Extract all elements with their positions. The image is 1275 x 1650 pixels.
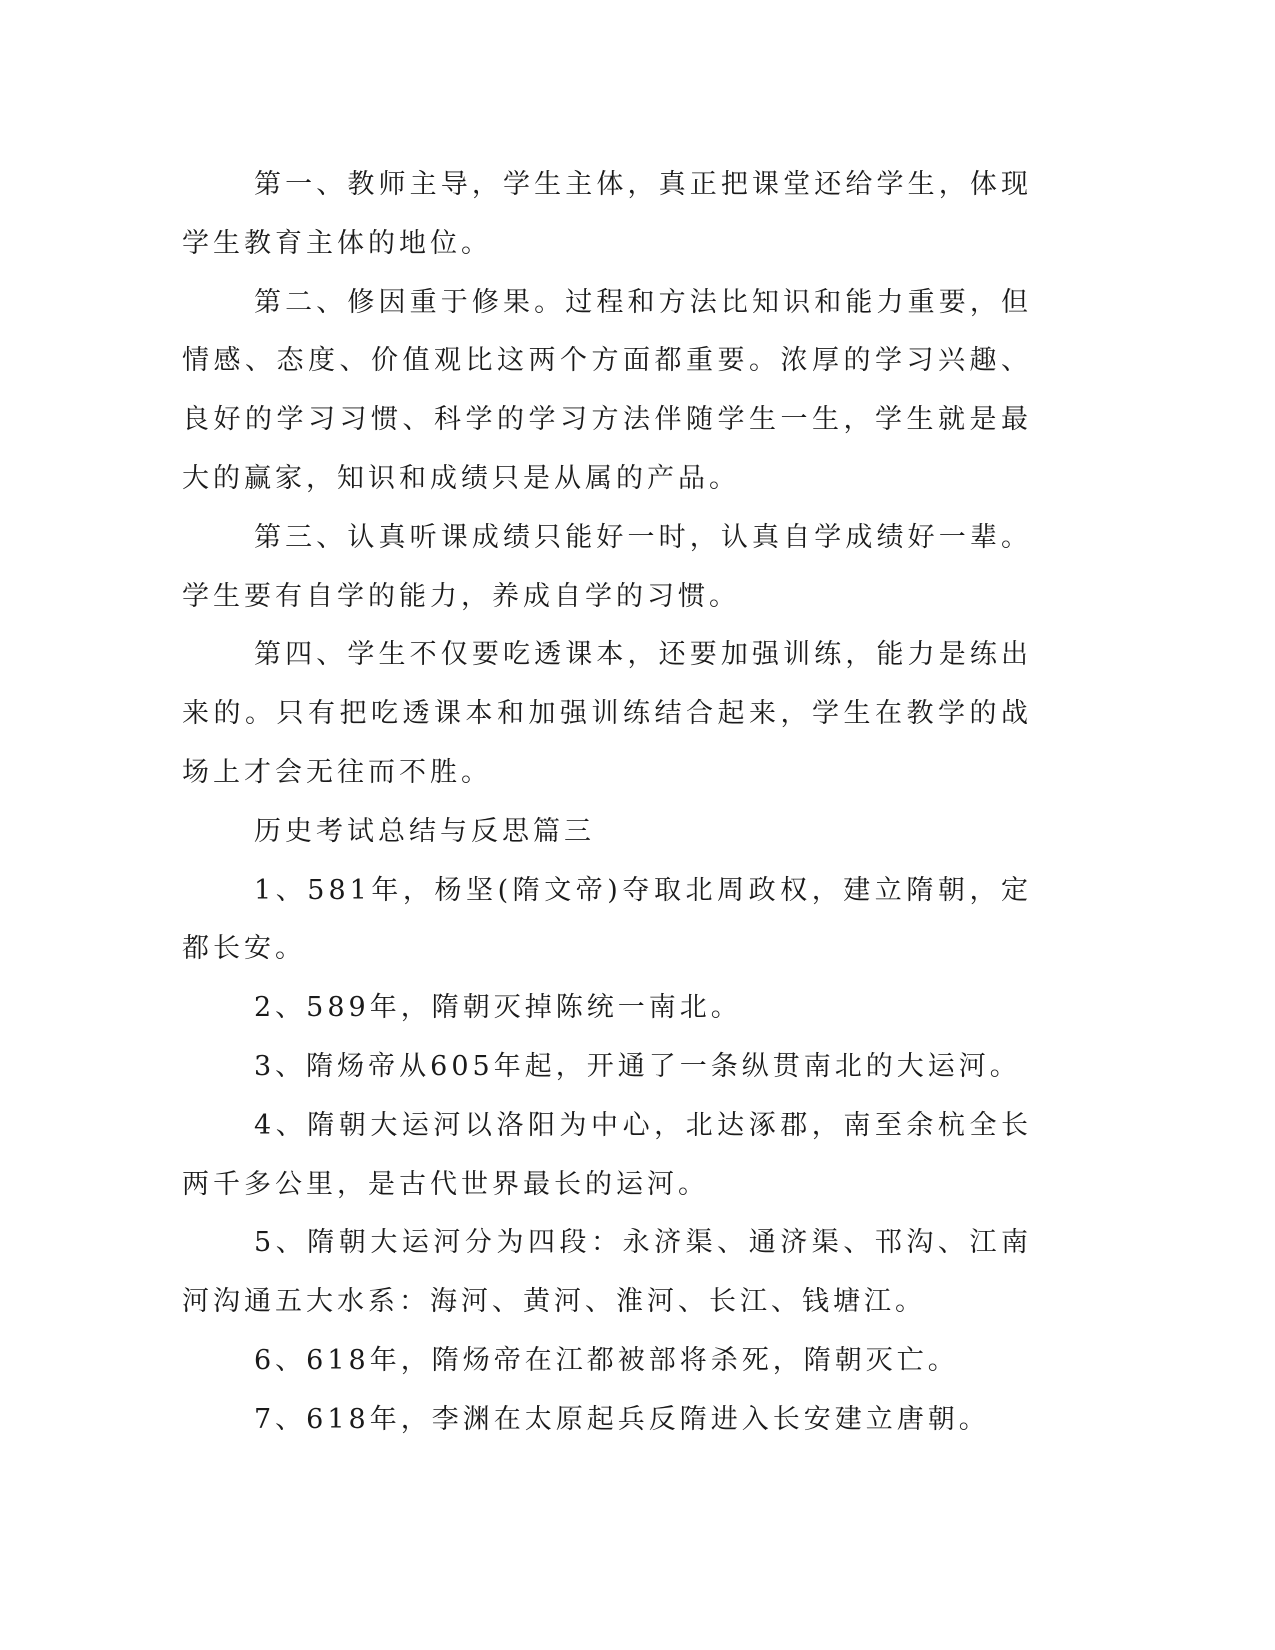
list-item-4: 4、隋朝大运河以洛阳为中心，北达涿郡，南至余杭全长两千多公里，是古代世界最长的运河。 xyxy=(182,1109,1032,1200)
paragraph-1: 第一、教师主导，学生主体，真正把课堂还给学生，体现学生教育主体的地位。 xyxy=(182,169,1032,259)
paragraph-2: 第二、修因重于修果。过程和方法比知识和能力重要，但情感、态度、价值观比这两个方面都重要。浓厚的学习兴趣、良好的学习习惯、科学的学习方法伴随学生一生，学生就是最大的赢家，知识和成绩只是从属的产品。 xyxy=(182,286,1032,494)
paragraph-3: 第三、认真听课成绩只能好一时，认真自学成绩好一辈。学生要有自学的能力，养成自学的习惯。 xyxy=(182,521,1032,612)
paragraph-4: 第四、学生不仅要吃透课本，还要加强训练，能力是练出来的。只有把吃透课本和加强训练结合起来，学生在教学的战场上才会无往而不胜。 xyxy=(182,639,1032,788)
list-item-1: 1、581年，杨坚(隋文帝)夺取北周政权，建立隋朝，定都长安。 xyxy=(182,874,1032,965)
list-item-6: 6、618年，隋炀帝在江都被部将杀死，隋朝灭亡。 xyxy=(254,1344,959,1376)
section-heading: 历史考试总结与反思篇三 xyxy=(254,815,595,847)
document-body xyxy=(182,156,1032,1450)
list-item-3: 3、隋炀帝从605年起，开通了一条纵贯南北的大运河。 xyxy=(254,1050,1021,1082)
list-item-2: 2、589年，隋朝灭掉陈统一南北。 xyxy=(254,992,742,1024)
list-item-7: 7、618年，李渊在太原起兵反隋进入长安建立唐朝。 xyxy=(254,1403,990,1435)
list-item-5: 5、隋朝大运河分为四段：永济渠、通济渠、邗沟、江南河沟通五大水系：海河、黄河、淮河、长江、钱塘江。 xyxy=(182,1227,1032,1318)
